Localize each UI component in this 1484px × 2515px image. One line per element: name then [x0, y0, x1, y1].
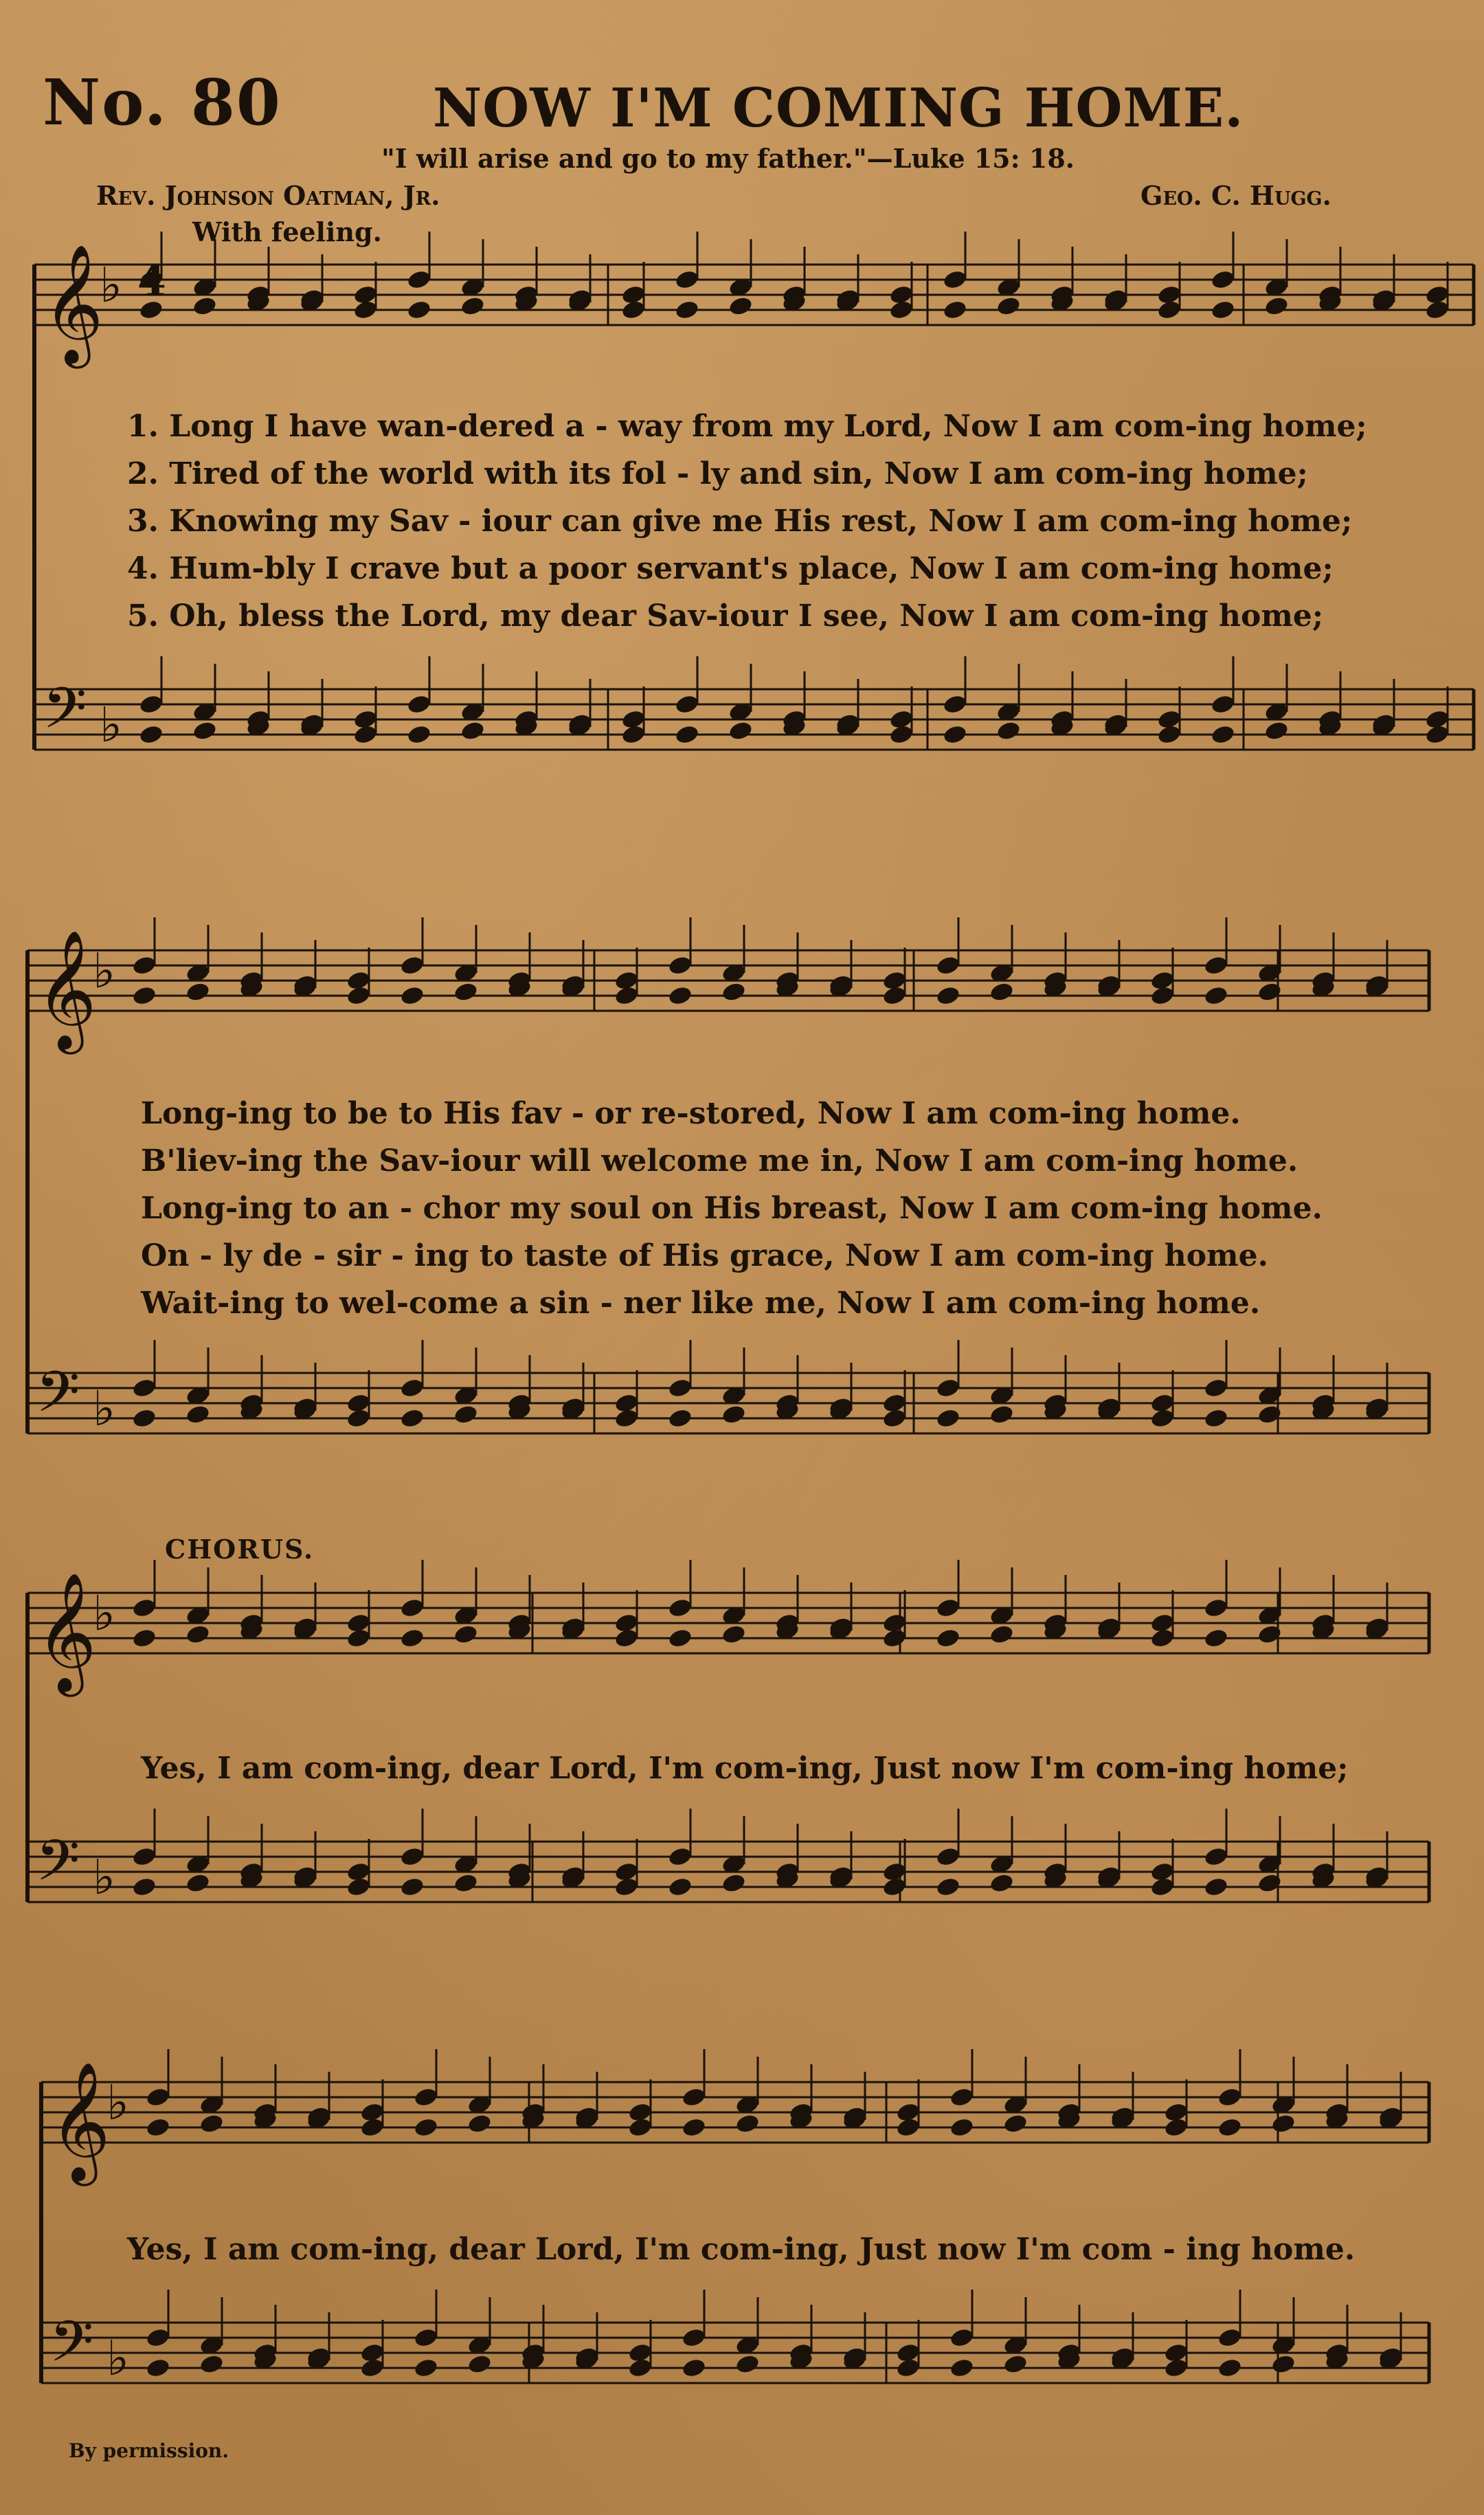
treble-clef-icon: 𝄞	[43, 244, 104, 364]
composer-credit: Geo. C. Hugg.	[1140, 180, 1331, 211]
verse-1-line-1: 1. Long I have wan-dered a - way from my Lord, Now I am com-ing home;	[127, 409, 1367, 444]
time-signature: 4	[137, 258, 166, 306]
chorus-line-2: Yes, I am com-ing, dear Lord, I'm com-ing, Just now I'm com - ing home.	[127, 2232, 1356, 2267]
bass-clef-icon: 𝄢	[36, 1359, 80, 1439]
treble-clef-icon: 𝄞	[36, 930, 97, 1049]
flat-icon: ♭	[93, 1585, 116, 1642]
verse-3-line-2: Long-ing to an - chor my soul on His breast, Now I am com-ing home.	[141, 1191, 1323, 1226]
system-4	[41, 2049, 1429, 2389]
flat-icon: ♭	[106, 2075, 130, 2131]
verse-2-line-1: 2. Tired of the world with its fol - ly and sin, Now I am com-ing home;	[127, 456, 1308, 491]
system-3	[27, 1560, 1429, 1908]
verse-4-line-1: 4. Hum-bly I crave but a poor servant's place, Now I am com-ing home;	[127, 551, 1334, 586]
verse-5-line-2: Wait-ing to wel-come a sin - ner like me, Now I am com-ing home.	[141, 1286, 1261, 1321]
verse-3-line-1: 3. Knowing my Sav - iour can give me His rest, Now I am com-ing home;	[127, 504, 1353, 539]
flat-icon: ♭	[100, 697, 123, 753]
flat-icon: ♭	[106, 2330, 130, 2387]
chorus-label: CHORUS.	[165, 1534, 315, 1565]
verse-4-line-2: On - ly de - sir - ing to taste of His grace, Now I am com-ing home.	[141, 1238, 1268, 1273]
bass-clef-icon: 𝄢	[43, 675, 87, 755]
scripture-reference: "I will arise and go to my father."—Luke 15: 18.	[381, 143, 1075, 174]
verse-1-line-2: Long-ing to be to His fav - or re-stored, Now I am com-ing home.	[141, 1096, 1241, 1131]
chorus-line-1: Yes, I am com-ing, dear Lord, I'm com-ing, Just now I'm com-ing home;	[141, 1751, 1349, 1786]
bass-clef-icon: 𝄢	[49, 2308, 94, 2389]
flat-icon: ♭	[100, 257, 123, 313]
system-1	[34, 232, 1474, 755]
flat-icon: ♭	[93, 943, 116, 999]
tempo-marking: With feeling.	[192, 216, 382, 247]
author-credit: Rev. Johnson Oatman, Jr.	[96, 180, 440, 211]
bass-clef-icon: 𝄢	[36, 1827, 80, 1908]
flat-icon: ♭	[93, 1381, 116, 1437]
hymn-title: NOW I'M COMING HOME.	[433, 77, 1244, 139]
verse-2-line-2: B'liev-ing the Sav-iour will welcome me in, Now I am com-ing home.	[141, 1143, 1298, 1178]
verse-5-line-1: 5. Oh, bless the Lord, my dear Sav-iour I see, Now I am com-ing home;	[127, 599, 1324, 634]
hymn-number: No. 80	[43, 65, 282, 139]
treble-clef-icon: 𝄞	[36, 1572, 97, 1692]
permission-note: By permission.	[69, 2439, 229, 2462]
flat-icon: ♭	[93, 1849, 116, 1905]
treble-clef-icon: 𝄞	[49, 2061, 111, 2181]
